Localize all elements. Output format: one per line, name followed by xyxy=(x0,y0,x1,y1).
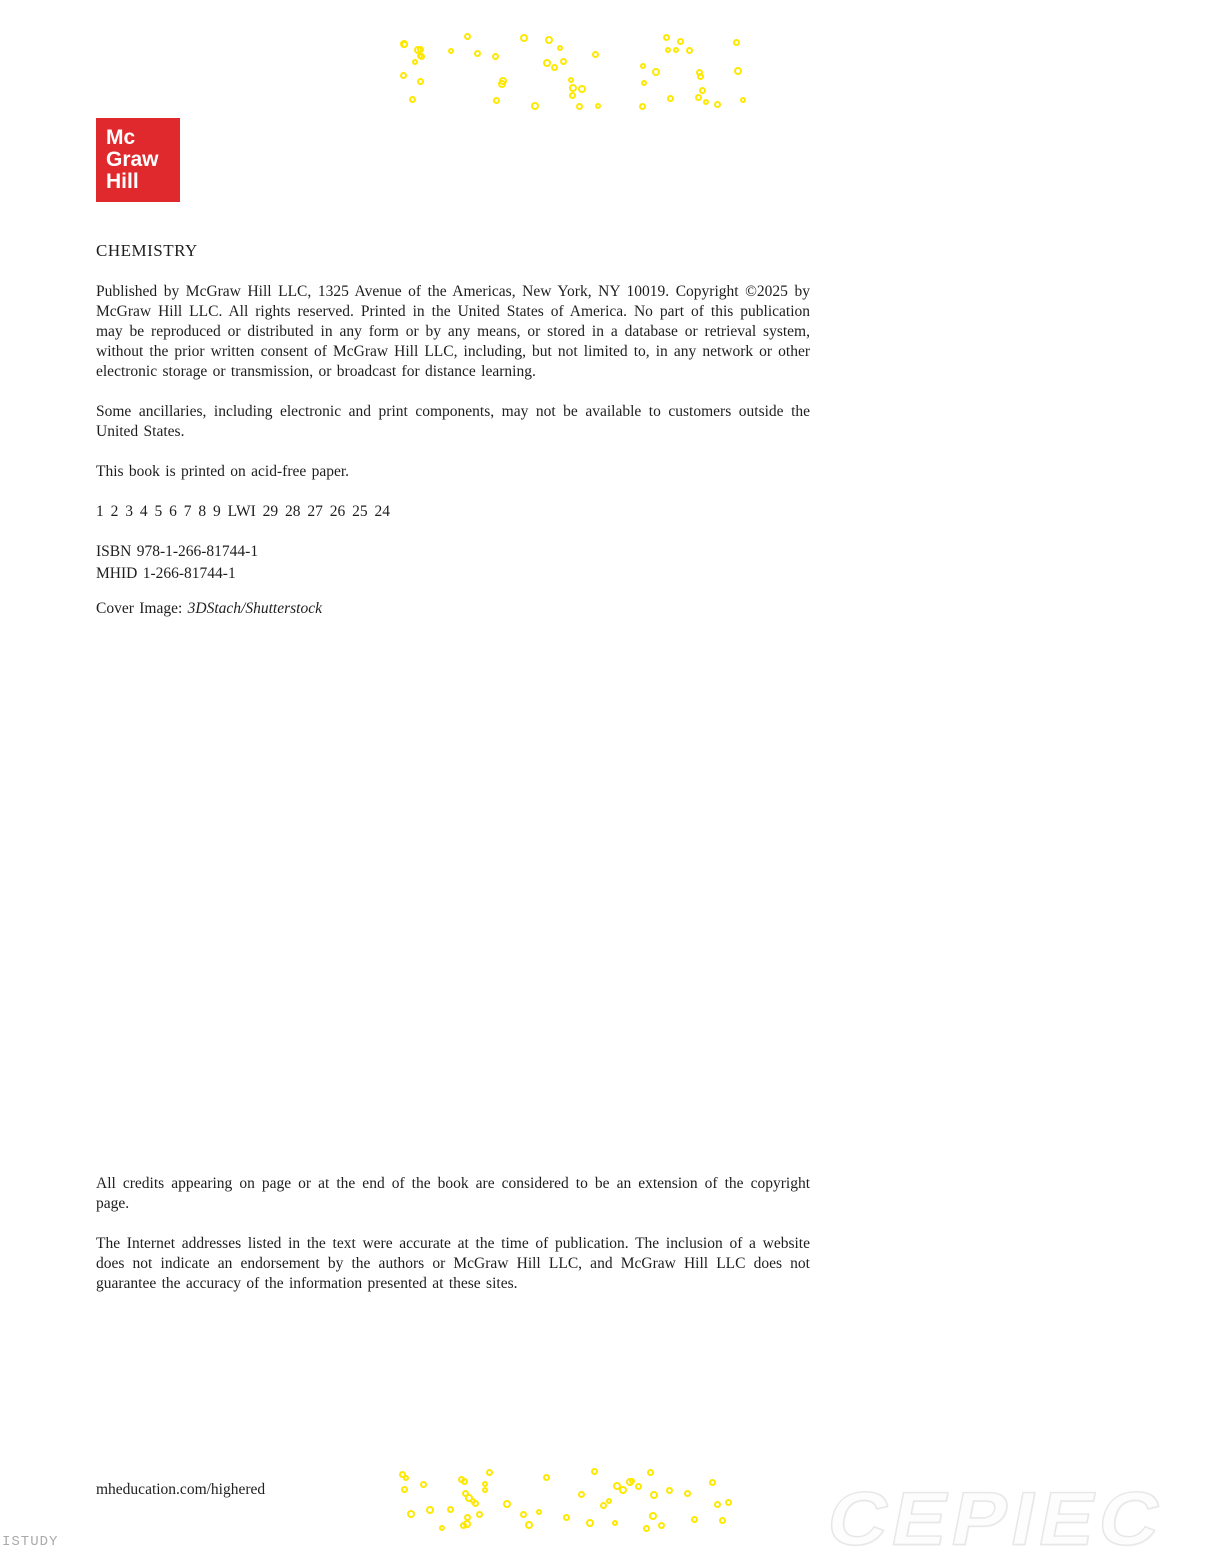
cover-image-credit-name: 3DStach/Shutterstock xyxy=(187,600,322,617)
confetti-dot xyxy=(545,36,553,44)
confetti-dot xyxy=(733,39,740,46)
confetti-dot xyxy=(401,1486,408,1493)
cover-image-label: Cover Image: xyxy=(96,600,188,617)
confetti-dot xyxy=(696,69,703,76)
print-run-line: 1 2 3 4 5 6 7 8 9 LWI 29 28 27 26 25 24 xyxy=(96,503,390,520)
confetti-dot xyxy=(619,1486,627,1494)
confetti-dot xyxy=(686,47,693,54)
confetti-dot xyxy=(684,1490,691,1497)
confetti-dot xyxy=(417,78,424,85)
confetti-dot xyxy=(569,92,576,99)
confetti-dot xyxy=(612,1520,618,1526)
confetti-dot xyxy=(476,1511,483,1518)
confetti-dot xyxy=(525,1521,533,1529)
confetti-dot xyxy=(663,34,670,41)
acid-free-note: This book is printed on acid-free paper. xyxy=(96,463,350,480)
confetti-dot xyxy=(536,1509,542,1515)
confetti-dot xyxy=(465,1494,473,1502)
confetti-dot xyxy=(400,40,408,48)
confetti-dot xyxy=(520,1511,527,1518)
confetti-dot xyxy=(464,33,471,40)
confetti-dot xyxy=(551,64,558,71)
confetti-dot xyxy=(439,1525,445,1531)
isbn-block xyxy=(96,541,810,585)
confetti-dot xyxy=(447,1506,454,1513)
confetti-dot xyxy=(578,1491,585,1498)
confetti-dot xyxy=(591,1468,598,1475)
confetti-dot xyxy=(740,97,746,103)
confetti-dot xyxy=(600,1502,607,1509)
publisher-url: mheducation.com/highered xyxy=(96,1481,266,1498)
confetti-dot xyxy=(725,1499,732,1506)
confetti-dot xyxy=(643,1525,650,1532)
confetti-dot xyxy=(569,84,577,92)
confetti-dots-bottom xyxy=(392,1466,758,1532)
cepiec-watermark: CEPIEC xyxy=(820,1477,1173,1562)
confetti-dot xyxy=(543,1474,550,1481)
confetti-dot xyxy=(666,1487,673,1494)
confetti-dot xyxy=(486,1469,493,1476)
confetti-dot xyxy=(448,48,454,54)
confetti-dot xyxy=(650,1491,658,1499)
confetti-dot xyxy=(472,1500,479,1507)
confetti-dot xyxy=(520,34,528,42)
credits-paragraph: All credits appearing on page or at the end of the book are considered to be an extension of the copyright page. xyxy=(96,1175,810,1212)
internet-disclaimer-paragraph: The Internet addresses listed in the text were accurate at the time of publication. The inclusion of a website does not indicate an endorsement by the authors or McGraw Hill LLC, and McGraw Hill LLC does not guarantee the accuracy of the information presented at these sites. xyxy=(96,1235,810,1292)
logo-line-1: Mc xyxy=(106,126,136,149)
confetti-dot xyxy=(418,53,425,60)
confetti-dot xyxy=(647,1469,654,1476)
confetti-dots-top xyxy=(398,30,756,112)
confetti-dot xyxy=(709,1479,716,1486)
confetti-dot xyxy=(595,103,601,109)
confetti-dot xyxy=(499,77,507,85)
confetti-dot xyxy=(667,95,674,102)
confetti-dot xyxy=(649,1512,657,1520)
confetti-dot xyxy=(568,77,574,83)
confetti-dot xyxy=(665,47,671,53)
confetti-dot xyxy=(417,46,424,53)
confetti-dot xyxy=(578,85,586,93)
isbn-line: ISBN 978-1-266-81744-1 xyxy=(96,543,259,560)
confetti-dot xyxy=(543,59,551,67)
confetti-dot xyxy=(492,53,499,60)
confetti-dot xyxy=(677,38,684,45)
book-title: CHEMISTRY xyxy=(96,241,198,260)
confetti-dot xyxy=(635,1483,642,1490)
confetti-dot xyxy=(691,1516,698,1523)
confetti-dot xyxy=(482,1481,488,1487)
confetti-dot xyxy=(658,1522,665,1529)
confetti-dot xyxy=(493,97,500,104)
logo-line-2: Graw xyxy=(106,148,159,171)
confetti-dot xyxy=(409,96,416,103)
confetti-dot xyxy=(563,1514,570,1521)
confetti-dot xyxy=(699,87,706,94)
logo-line-3: Hill xyxy=(106,170,139,193)
confetti-dot xyxy=(576,103,583,110)
confetti-dot xyxy=(714,1501,721,1508)
confetti-dot xyxy=(482,1487,488,1493)
confetti-dot xyxy=(461,1478,468,1485)
confetti-dot xyxy=(560,58,567,65)
mcgraw-hill-logo xyxy=(96,118,180,202)
confetti-dot xyxy=(652,68,660,76)
confetti-dot xyxy=(673,47,679,53)
confetti-dot xyxy=(629,1478,635,1484)
confetti-dot xyxy=(557,45,563,51)
confetti-dot xyxy=(400,72,407,79)
confetti-dot xyxy=(586,1519,594,1527)
confetti-dot xyxy=(719,1517,726,1524)
ancillaries-paragraph: Some ancillaries, including electronic and print components, may not be available to customers outside the United States. xyxy=(96,403,810,440)
confetti-dot xyxy=(474,50,481,57)
confetti-dot xyxy=(641,80,647,86)
confetti-dot xyxy=(734,67,742,75)
confetti-dot xyxy=(592,51,599,58)
confetti-dot xyxy=(420,1481,427,1488)
confetti-dot xyxy=(426,1506,434,1514)
cover-image-credit xyxy=(96,599,810,619)
confetti-dot xyxy=(403,1475,409,1481)
confetti-dot xyxy=(703,99,709,105)
confetti-dot xyxy=(412,59,418,65)
confetti-dot xyxy=(531,102,539,110)
confetti-dot xyxy=(640,63,646,69)
istudy-watermark: ISTUDY xyxy=(2,1534,59,1550)
confetti-dot xyxy=(695,94,702,101)
copyright-paragraph: Published by McGraw Hill LLC, 1325 Avenue of the Americas, New York, NY 10019. Copyright ©2025 by McGraw Hill LLC. All rights reserved. Printed in the United States of America. No part of this publication may be reproduced or distributed in any form or by any means, or stored in a database or retrieval system, without the prior written consent of McGraw Hill LLC, including, but not limited to, in any network or other electronic storage or transmission, or broadcast for distance learning. xyxy=(96,283,810,380)
confetti-dot xyxy=(714,101,721,108)
confetti-dot xyxy=(606,1498,612,1504)
mhid-line: MHID 1-266-81744-1 xyxy=(96,565,236,582)
confetti-dot xyxy=(639,103,646,110)
confetti-dot xyxy=(460,1522,467,1529)
confetti-dot xyxy=(503,1500,511,1508)
confetti-dot xyxy=(407,1510,415,1518)
